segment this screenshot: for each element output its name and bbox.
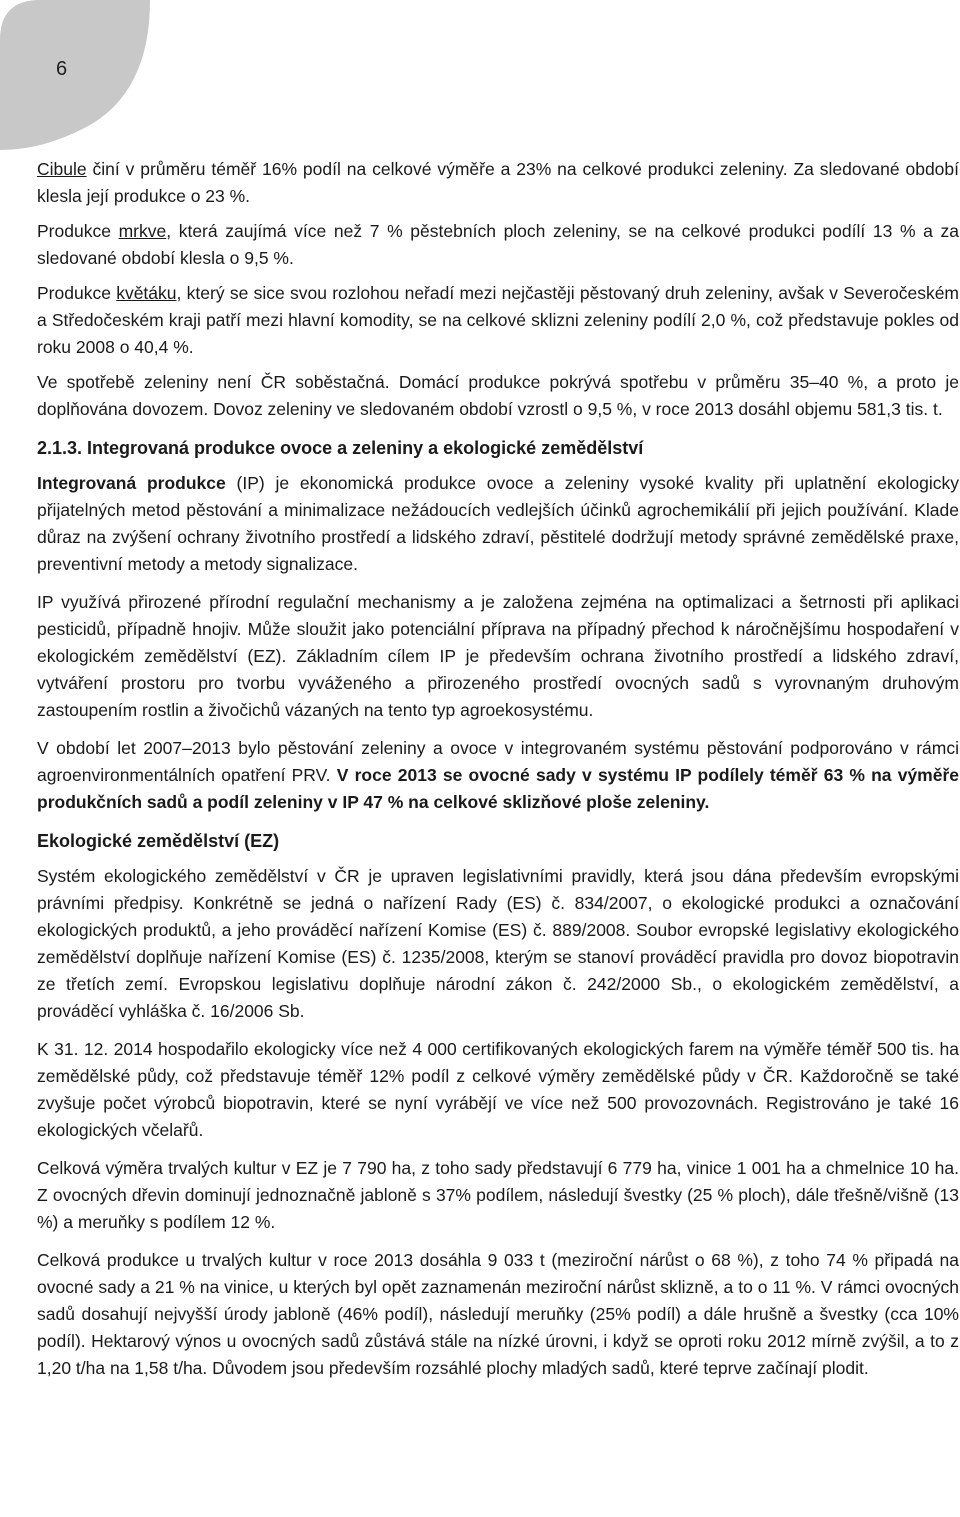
paragraph-ip-mechanisms: IP využívá přirozené přírodní regulační mechanismy a je založena zejména na optimalizaci a šetrnosti při aplikaci pesticidů, případně hnojiv. Může sloužit jako potenciální příprava na případný přechod k náročnějšímu hospodaření v ekologickém zemědělství (EZ). Základním cílem IP je především ochrana životního prostředí a lidského zdraví, vytváření prostoru pro tvorbu vyváženého a přirozeného prostředí ovocných sadů s vyrovnaným druhovým zastoupením rostlin a živočichů vázaných na tento typ agroekosystému. xyxy=(37,592,959,720)
paragraph-ez-farms: K 31. 12. 2014 hospodařilo ekologicky více než 4 000 certifikovaných ekologických farem na výměře téměř 500 tis. ha zemědělské půdy, což představuje téměř 12% podíl z celkové výměry zemědělské půdy v ČR. Každoročně se také zvyšuje počet výrobců biopotravin, které se nyní vyrábějí ve více než 500 provozovnách. Registrováno je také 16 ekologických včelařů. xyxy=(37,1039,959,1140)
paragraph-kvetak-text: , který se sice svou rozlohou neřadí mezi nejčastěji pěstovaný druh zeleniny, avšak v Severočeském a Středočeském kraji patří mezi hlavní komodity, se na celkové sklizni zeleniny podílí 2,0 %, což představuje pokles od roku 2008 o 40,4 %. xyxy=(37,283,959,357)
paragraph-spotreba: Ve spotřebě zeleniny není ČR soběstačná. Domácí produkce pokrývá spotřebu v průměru 35–40 %, a proto je doplňována dovozem. Dovoz zeleniny ve sledovaném období vzrostl o 9,5 %, v roce 2013 dosáhl objemu 581,3 tis. t. xyxy=(37,372,959,419)
page-number: 6 xyxy=(56,58,68,80)
paragraph-kvetak xyxy=(37,280,959,361)
paragraph-ip-intro-text: (IP) je ekonomická produkce ovoce a zeleniny vysoké kvality při uplatnění ekologicky přijatelných metod pěstování a minimalizace nežádoucích vedlejších účinků agrochemikálií při jejich používání. Klade důraz na zvýšení ochrany životního prostředí a lidského zdraví, pěstitelé dodržují metody správné zemědělské praxe, preventivní metody a metody signalizace. xyxy=(37,473,959,574)
paragraph-ez-production: Celková produkce u trvalých kultur v roce 2013 dosáhla 9 033 t (meziroční nárůst o 68 %), z toho 74 % připadá na ovocné sady a 21 % na vinice, u kterých byl opět zaznamenán meziroční nárůst sklizně, a to o 11 %. V rámci ovocných sadů dosahují nejvyšší úrody jabloně (46% podíl), následují meruňky (25% podíl) a dále hrušně a švestky (cca 10% podíl). Hektarový výnos u ovocných sadů zůstává stále na nízké úrovni, i když se oproti roku 2012 mírně zvýšil, a to z 1,20 t/ha na 1,58 t/ha. Důvodem jsou především rozsáhlé plochy mladých sadů, které teprve začínají plodit. xyxy=(37,1250,959,1378)
paragraph-ip-period-text: V období let 2007–2013 bylo pěstování zeleniny a ovoce v integrovaném systému pěstování podporováno v rámci agroenvironmentálních opatření PRV. xyxy=(37,738,959,785)
paragraph-cibule-text: činí v průměru téměř 16% podíl na celkové výměře a 23% na celkové produkci zeleniny. Za sledované období klesla její produkce o 23 %. xyxy=(37,159,959,206)
term-integrovana-produkce: Integrovaná produkce xyxy=(37,473,226,493)
subsection-heading-ez: Ekologické zemědělství (EZ) xyxy=(37,831,280,851)
paragraph-ip-period xyxy=(37,735,959,816)
paragraph-ez-area: Celková výměra trvalých kultur v EZ je 7 790 ha, z toho sady představují 6 779 ha, vinice 1 001 ha a chmelnice 10 ha. Z ovocných dřevin dominují jednoznačně jabloně s 37% podílem, následují švestky (25 % ploch), dále třešně/višně (13 %) a meruňky s podílem 12 %. xyxy=(37,1158,959,1232)
term-mrkev: mrkve xyxy=(118,221,167,241)
paragraph-mrkev-lead: Produkce xyxy=(37,221,119,241)
term-kvetak: květáku xyxy=(116,283,177,303)
term-cibule: Cibule xyxy=(37,159,87,179)
paragraph-mrkev xyxy=(37,218,959,272)
paragraph-ip-intro xyxy=(37,470,959,578)
paragraph-cibule xyxy=(37,156,959,210)
page-content xyxy=(37,156,959,1393)
section-heading: 2.1.3. Integrovaná produkce ovoce a zeleniny a ekologické zemědělství xyxy=(37,438,644,458)
page-corner-decoration xyxy=(0,0,150,150)
paragraph-ez-system: Systém ekologického zemědělství v ČR je upraven legislativními pravidly, která jsou dána především evropskými právními předpisy. Konkrétně se jedná o nařízení Rady (ES) č. 834/2007, o ekologické produkci a označování ekologických produktů, a jeho prováděcí nařízení Komise (ES) č. 889/2008. Soubor evropské legislativy ekologického zemědělství doplňuje nařízení Komise (ES) č. 1235/2008, kterým se stanoví prováděcí pravidla pro dovoz biopotravin ze třetích zemí. Evropskou legislativu doplňuje národní zákon č. 242/2000 Sb., o ekologickém zemědělství, a prováděcí vyhláška č. 16/2006 Sb. xyxy=(37,866,959,1021)
paragraph-mrkev-text: , která zaujímá více než 7 % pěstebních ploch zeleniny, se na celkové produkci podílí 13 % a za sledované období klesla o 9,5 %. xyxy=(37,221,960,268)
paragraph-kvetak-lead: Produkce xyxy=(37,283,117,303)
paragraph-ip-period-highlight: V roce 2013 se ovocné sady v systému IP podílely téměř 63 % na výměře produkčních sadů a podíl zeleniny v IP 47 % na celkové sklizňové ploše zeleniny. xyxy=(37,765,960,812)
